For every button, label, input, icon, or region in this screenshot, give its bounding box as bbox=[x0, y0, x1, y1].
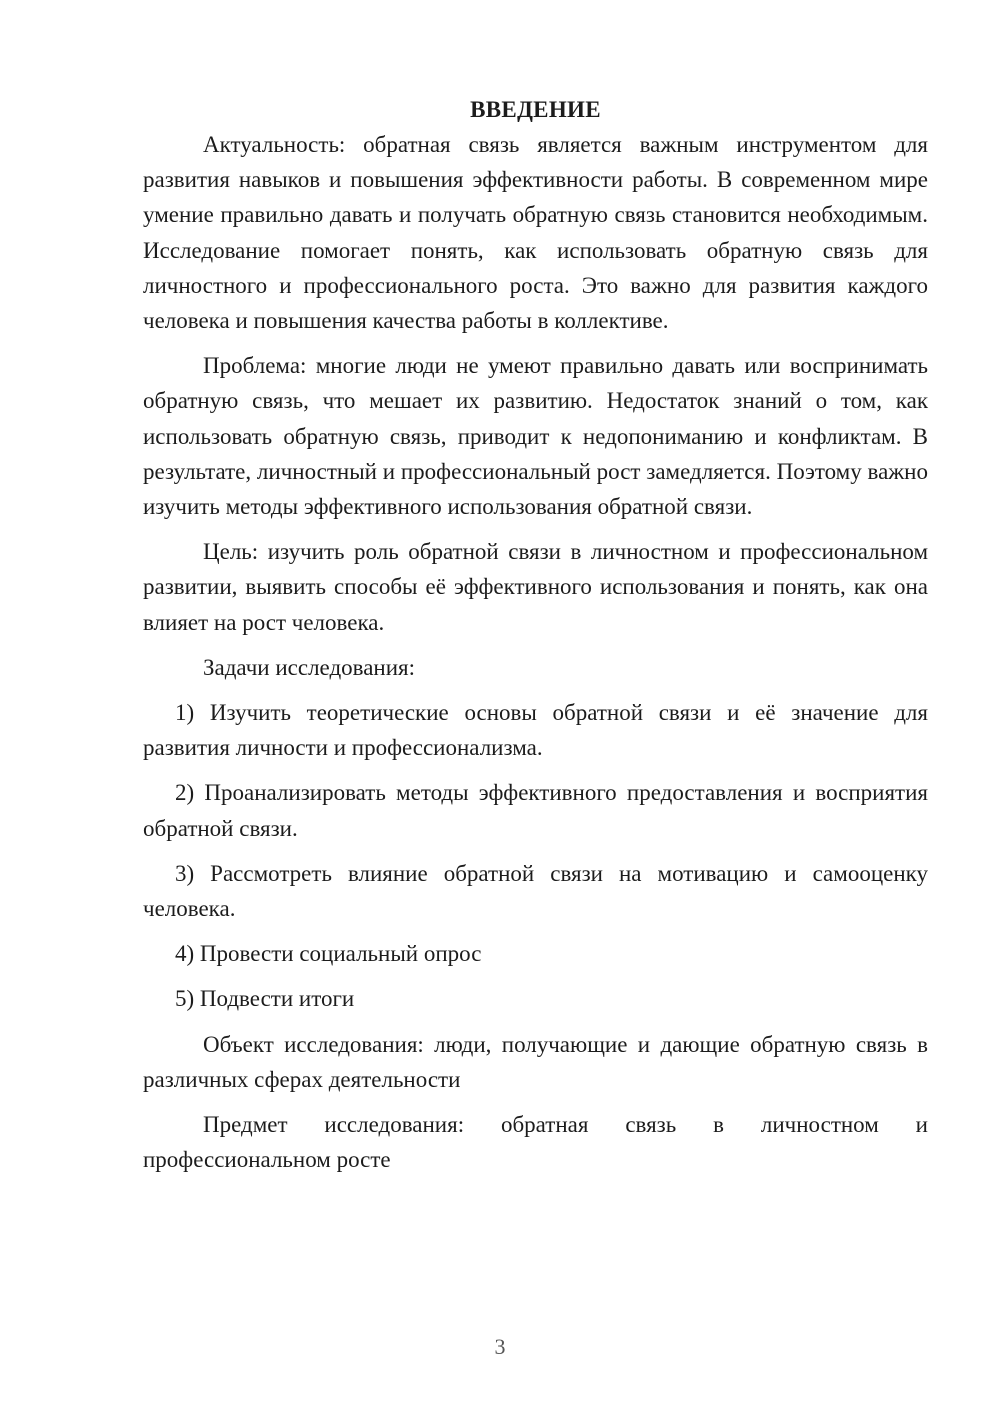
object-paragraph: Объект исследования: люди, получающие и дающие обратную связь в различных сферах деятельности bbox=[143, 1031, 928, 1092]
task-item: 1) Изучить теоретические основы обратной связи и её значение для развития личности и профессионализма. bbox=[143, 700, 928, 761]
task-item: 3) Рассмотреть влияние обратной связи на мотивацию и самооценку человека. bbox=[143, 860, 928, 922]
subject-paragraph: Предмет исследования: обратная связь в личностном и профессиональном росте bbox=[143, 1112, 928, 1173]
task-item: 4) Провести социальный опрос bbox=[175, 941, 482, 967]
problem-paragraph: Проблема: многие люди не умеют правильно давать или воспринимать обратную связь, что мешает их развитию. Недостаток знаний о том, как использовать обратную связь, приводит к недопониманию и конфликтам. В результате, личностный и профессиональный рост замедляется. Поэтому важно изучить методы эффективного использования обратной связи. bbox=[143, 353, 928, 520]
relevance-paragraph: Актуальность: обратная связь является важным инструментом для развития навыков и повышения эффективности работы. В современном мире умение правильно давать и получать обратную связь становится необходимым. Исследование помогает понять, как использовать обратную связь для личностного и профессионального роста. Это важно для развития каждого человека и повышения качества работы в коллективе. bbox=[143, 132, 928, 334]
task-item: 5) Подвести итоги bbox=[175, 986, 355, 1012]
task-item: 2) Проанализировать методы эффективного предоставления и восприятия обратной связи. bbox=[143, 780, 928, 841]
tasks-list bbox=[143, 695, 928, 1017]
page-title: ВВЕДЕНИЕ bbox=[470, 97, 601, 122]
tasks-heading: Задачи исследования: bbox=[203, 654, 416, 680]
page-number: 3 bbox=[494, 1334, 506, 1359]
goal-paragraph: Цель: изучить роль обратной связи в личностном и профессиональном развитии, выявить способы её эффективного использования и понять, как она влияет на рост человека. bbox=[143, 539, 928, 635]
document-page bbox=[143, 92, 928, 1177]
